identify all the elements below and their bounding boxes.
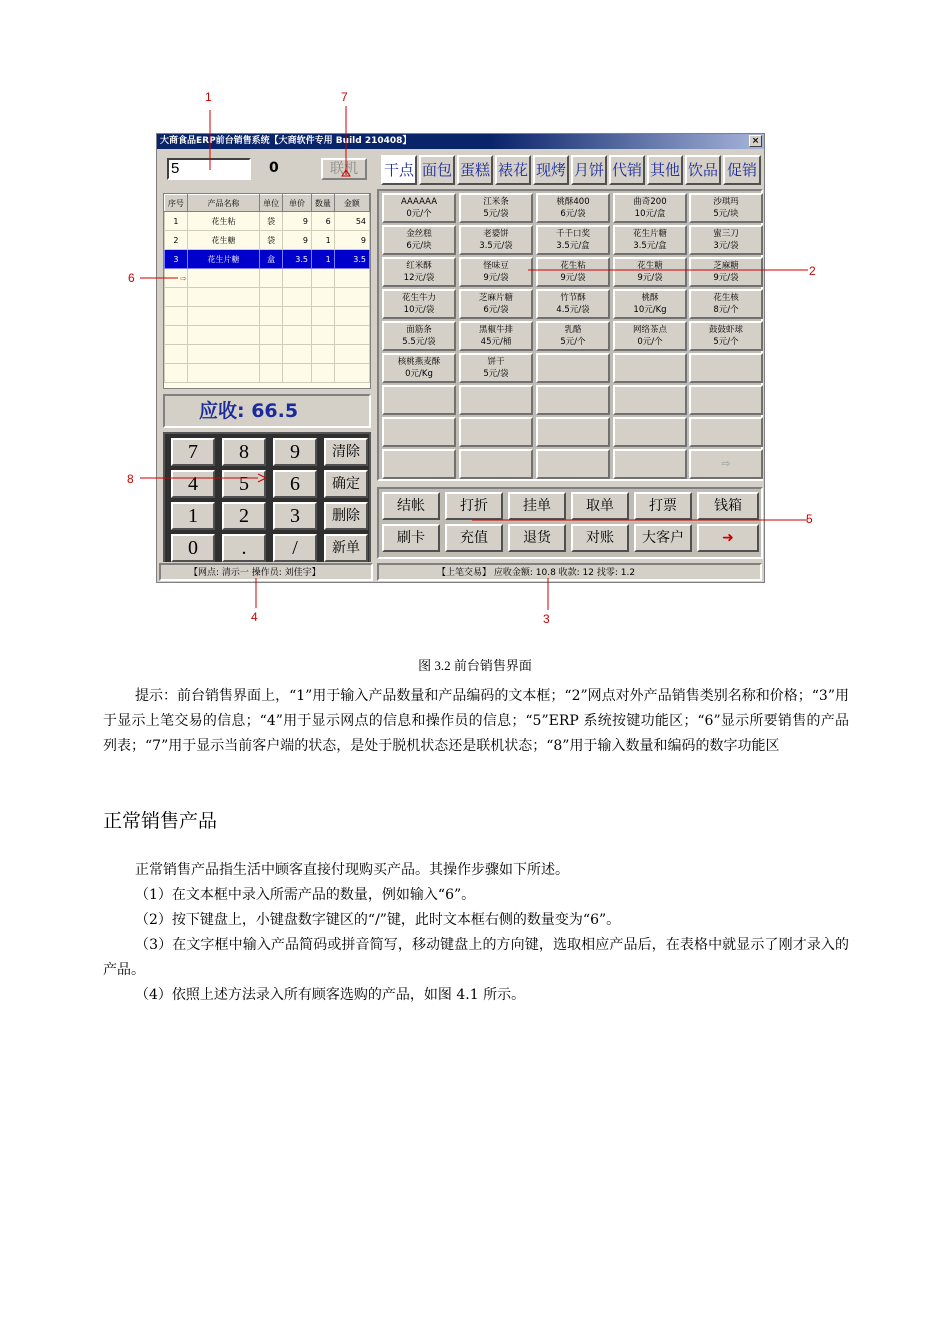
col-header[interactable]: 数量 [311,195,334,212]
online-button[interactable]: 联机 [321,158,367,180]
amount-due: 应收: 66.5 [163,394,371,428]
product-name: 金丝糕 [406,229,432,239]
product-name: 鼓鼓虾球 [708,325,743,335]
tab-category[interactable]: 月饼 [571,155,607,185]
key-7[interactable]: 7 [171,438,215,466]
product-price: 9元/袋 [560,273,586,283]
col-header[interactable]: 单位 [260,195,283,212]
tab-category[interactable]: 裱花 [495,155,531,185]
key-3[interactable]: 3 [273,502,317,530]
product-name: 核桃燕麦酥 [397,357,441,367]
product-name: 千千口奖 [555,229,590,239]
annotation-5: 5 [806,512,813,526]
product-price: 6元/袋 [560,209,586,219]
quantity-display: 0 [269,160,279,176]
product-price: 5元/个 [713,337,739,347]
hold-order-button[interactable]: 挂单 [508,492,566,520]
tab-category[interactable]: 代销 [609,155,645,185]
cell: 花生粘 [187,212,259,231]
vip-customer-button[interactable]: 大客户 [634,524,692,552]
cell: 3.5 [334,250,369,269]
cell: 盒 [260,250,283,269]
product-price: 4.5元/袋 [556,305,590,315]
product-price: 10元/盒 [634,209,666,219]
new-order-button[interactable]: 新单 [324,534,368,562]
product-price: 12元/袋 [403,273,435,283]
product-name: 沙琪玛 [713,197,739,207]
cell: 9 [334,231,369,250]
intro-paragraph: 正常销售产品指生活中顾客直接付现购买产品。其操作步骤如下所述。 [135,862,569,878]
product-name: 怪味豆 [483,261,509,271]
product-name: 花生糖 [637,261,663,271]
section-heading: 正常销售产品 [103,810,218,832]
step-1: （1）在文本框中录入所需产品的数量，例如输入“6”。 [135,887,476,903]
product-price: 45元/桶 [480,337,512,347]
cell: 3 [165,250,188,269]
product-name: 桃酥400 [556,197,590,207]
product-name: 花生牛力 [401,293,436,303]
recharge-button[interactable]: 充值 [445,524,503,552]
cell: 1 [311,250,334,269]
cell: 1 [311,231,334,250]
product-name: 面筋条 [406,325,432,335]
cell: 袋 [260,231,283,250]
key-6[interactable]: 6 [273,470,317,498]
product-price: 3.5元/盒 [556,241,590,251]
product-price: 5元/个 [560,337,586,347]
cell: 9 [283,231,312,250]
annotation-4: 4 [251,610,258,624]
key-8[interactable]: 8 [222,438,266,466]
status-branch-operator: 【网点: 清示一 操作员: 刘佳宇】 [159,563,373,581]
refund-button[interactable]: 退货 [508,524,566,552]
tab-category[interactable]: 其他 [647,155,683,185]
cell: 花生片糖 [187,250,259,269]
step-2: （2）按下键盘上，小键盘数字键区的“/”键，此时文本框右侧的数量变为“6”。 [135,912,621,928]
tab-category[interactable]: 现烤 [533,155,569,185]
key-5[interactable]: 5 [222,470,266,498]
step-3: （3）在文字框中输入产品简码或拼音简写，移动键盘上的方向键，选取相应产品后，在表格中就显示了刚才录入的产品。 [103,937,849,978]
product-price: 3.5元/袋 [479,241,513,251]
col-header[interactable]: 金额 [334,195,369,212]
confirm-button[interactable]: 确定 [324,470,368,498]
product-name: 曲奇200 [633,197,667,207]
product-name: 花生片糖 [632,229,667,239]
product-price: 5.5元/袋 [402,337,436,347]
step-4: （4）依照上述方法录入所有顾客选购的产品，如图 4.1 所示。 [135,987,526,1003]
product-name: 网络茶点 [632,325,667,335]
tab-category[interactable]: 促销 [723,155,761,185]
product-name: 江米条 [483,197,509,207]
product-price: 8元/个 [713,305,739,315]
cell: 54 [334,212,369,231]
product-name: 蜜三刀 [713,229,739,239]
col-header[interactable]: 序号 [165,195,188,212]
discount-button[interactable]: 打折 [445,492,503,520]
product-name: 芝麻糖 [713,261,739,271]
annotation-6: 6 [128,271,135,285]
col-header[interactable]: 产品名称 [187,195,259,212]
reconcile-button[interactable]: 对账 [571,524,629,552]
cell: 6 [311,212,334,231]
annotation-7: 7 [341,90,348,104]
tab-category[interactable]: 面包 [419,155,455,185]
print-receipt-button[interactable]: 打票 [634,492,692,520]
product-price: 0元/个 [406,209,432,219]
cell: 袋 [260,212,283,231]
product-price: 5元/块 [713,209,739,219]
product-price: 6元/块 [406,241,432,251]
product-price: 9元/袋 [637,273,663,283]
annotation-1: 1 [205,90,212,104]
cell: 1 [165,212,188,231]
product-name: 桃酥 [641,293,659,303]
product-price: 5元/袋 [483,209,509,219]
checkout-button[interactable]: 结帐 [382,492,440,520]
product-name: 黑椒牛排 [478,325,513,335]
annotation-2: 2 [809,264,816,278]
product-price: 0元/个 [637,337,663,347]
product-price: 9元/袋 [483,273,509,283]
key-slash[interactable]: / [273,534,317,562]
key-1[interactable]: 1 [171,502,215,530]
cell: 9 [283,212,312,231]
figure-caption: 图 3.2 前台销售界面 [418,658,532,673]
code-input[interactable]: 5 [167,158,251,180]
annotation-3: 3 [543,612,550,626]
key-0[interactable]: 0 [171,534,215,562]
product-name: 芝麻片糖 [478,293,513,303]
hint-paragraph: 提示：前台销售界面上，“1”用于输入产品数量和产品编码的文本框；“2”网点对外产品销售类别名称和价格；“3”用于显示上笔交易的信息；“4”用于显示网点的信息和操作员的信息；“5”ERP 系统按键功能区；“6”显示所要销售的产品列表；“7”用于显示当前客户端的状态，是处于脱机状态还是联机状态；“8”用于输入数量和编码的数字功能区 [103,688,849,754]
tab-category[interactable]: 蛋糕 [457,155,493,185]
arrow-right-icon[interactable]: ➜ [697,524,759,552]
product-name: 老婆饼 [483,229,509,239]
card-button[interactable]: 刷卡 [382,524,440,552]
window-title: 大商食品ERP前台销售系统【大商软件专用 Build 210408】 [160,136,412,146]
product-name: 乳酪 [564,325,582,335]
product-price: 10元/袋 [403,305,435,315]
tab-category[interactable]: 干点 [381,155,417,185]
annotation-8: 8 [127,472,134,486]
key-9[interactable]: 9 [273,438,317,466]
cell: 2 [165,231,188,250]
product-name: 花生核 [713,293,739,303]
product-price: 6元/袋 [483,305,509,315]
row-cursor-icon: ⇨ [165,269,188,288]
status-last-transaction: 【上笔交易】 应收金额: 10.8 收款: 12 找零: 1.2 [377,563,762,581]
key-4[interactable]: 4 [171,470,215,498]
key-2[interactable]: 2 [222,502,266,530]
col-header[interactable]: 单价 [283,195,312,212]
cell: 3.5 [283,250,312,269]
product-price: 10元/Kg [633,305,667,315]
cash-drawer-button[interactable]: 钱箱 [697,492,759,520]
product-name: 饼干 [487,357,505,367]
close-button[interactable]: × [749,135,762,147]
product-price: 3.5元/盒 [633,241,667,251]
product-price: 5元/袋 [483,369,509,379]
product-price: 0元/Kg [405,369,433,379]
product-price: 3元/袋 [713,241,739,251]
product-name: 竹节酥 [560,293,586,303]
next-page-icon[interactable]: ⇨ [689,449,763,479]
tab-category[interactable]: 饮品 [685,155,721,185]
product-name: 红米酥 [406,261,432,271]
clear-button[interactable]: 清除 [324,438,368,466]
product-name: AAAAAA [400,197,438,207]
product-price: 9元/袋 [713,273,739,283]
recall-order-button[interactable]: 取单 [571,492,629,520]
product-name: 花生粘 [560,261,586,271]
key-dot[interactable]: . [222,534,266,562]
delete-button[interactable]: 删除 [324,502,368,530]
annotation-lines [0,0,950,640]
cell: 花生糖 [187,231,259,250]
